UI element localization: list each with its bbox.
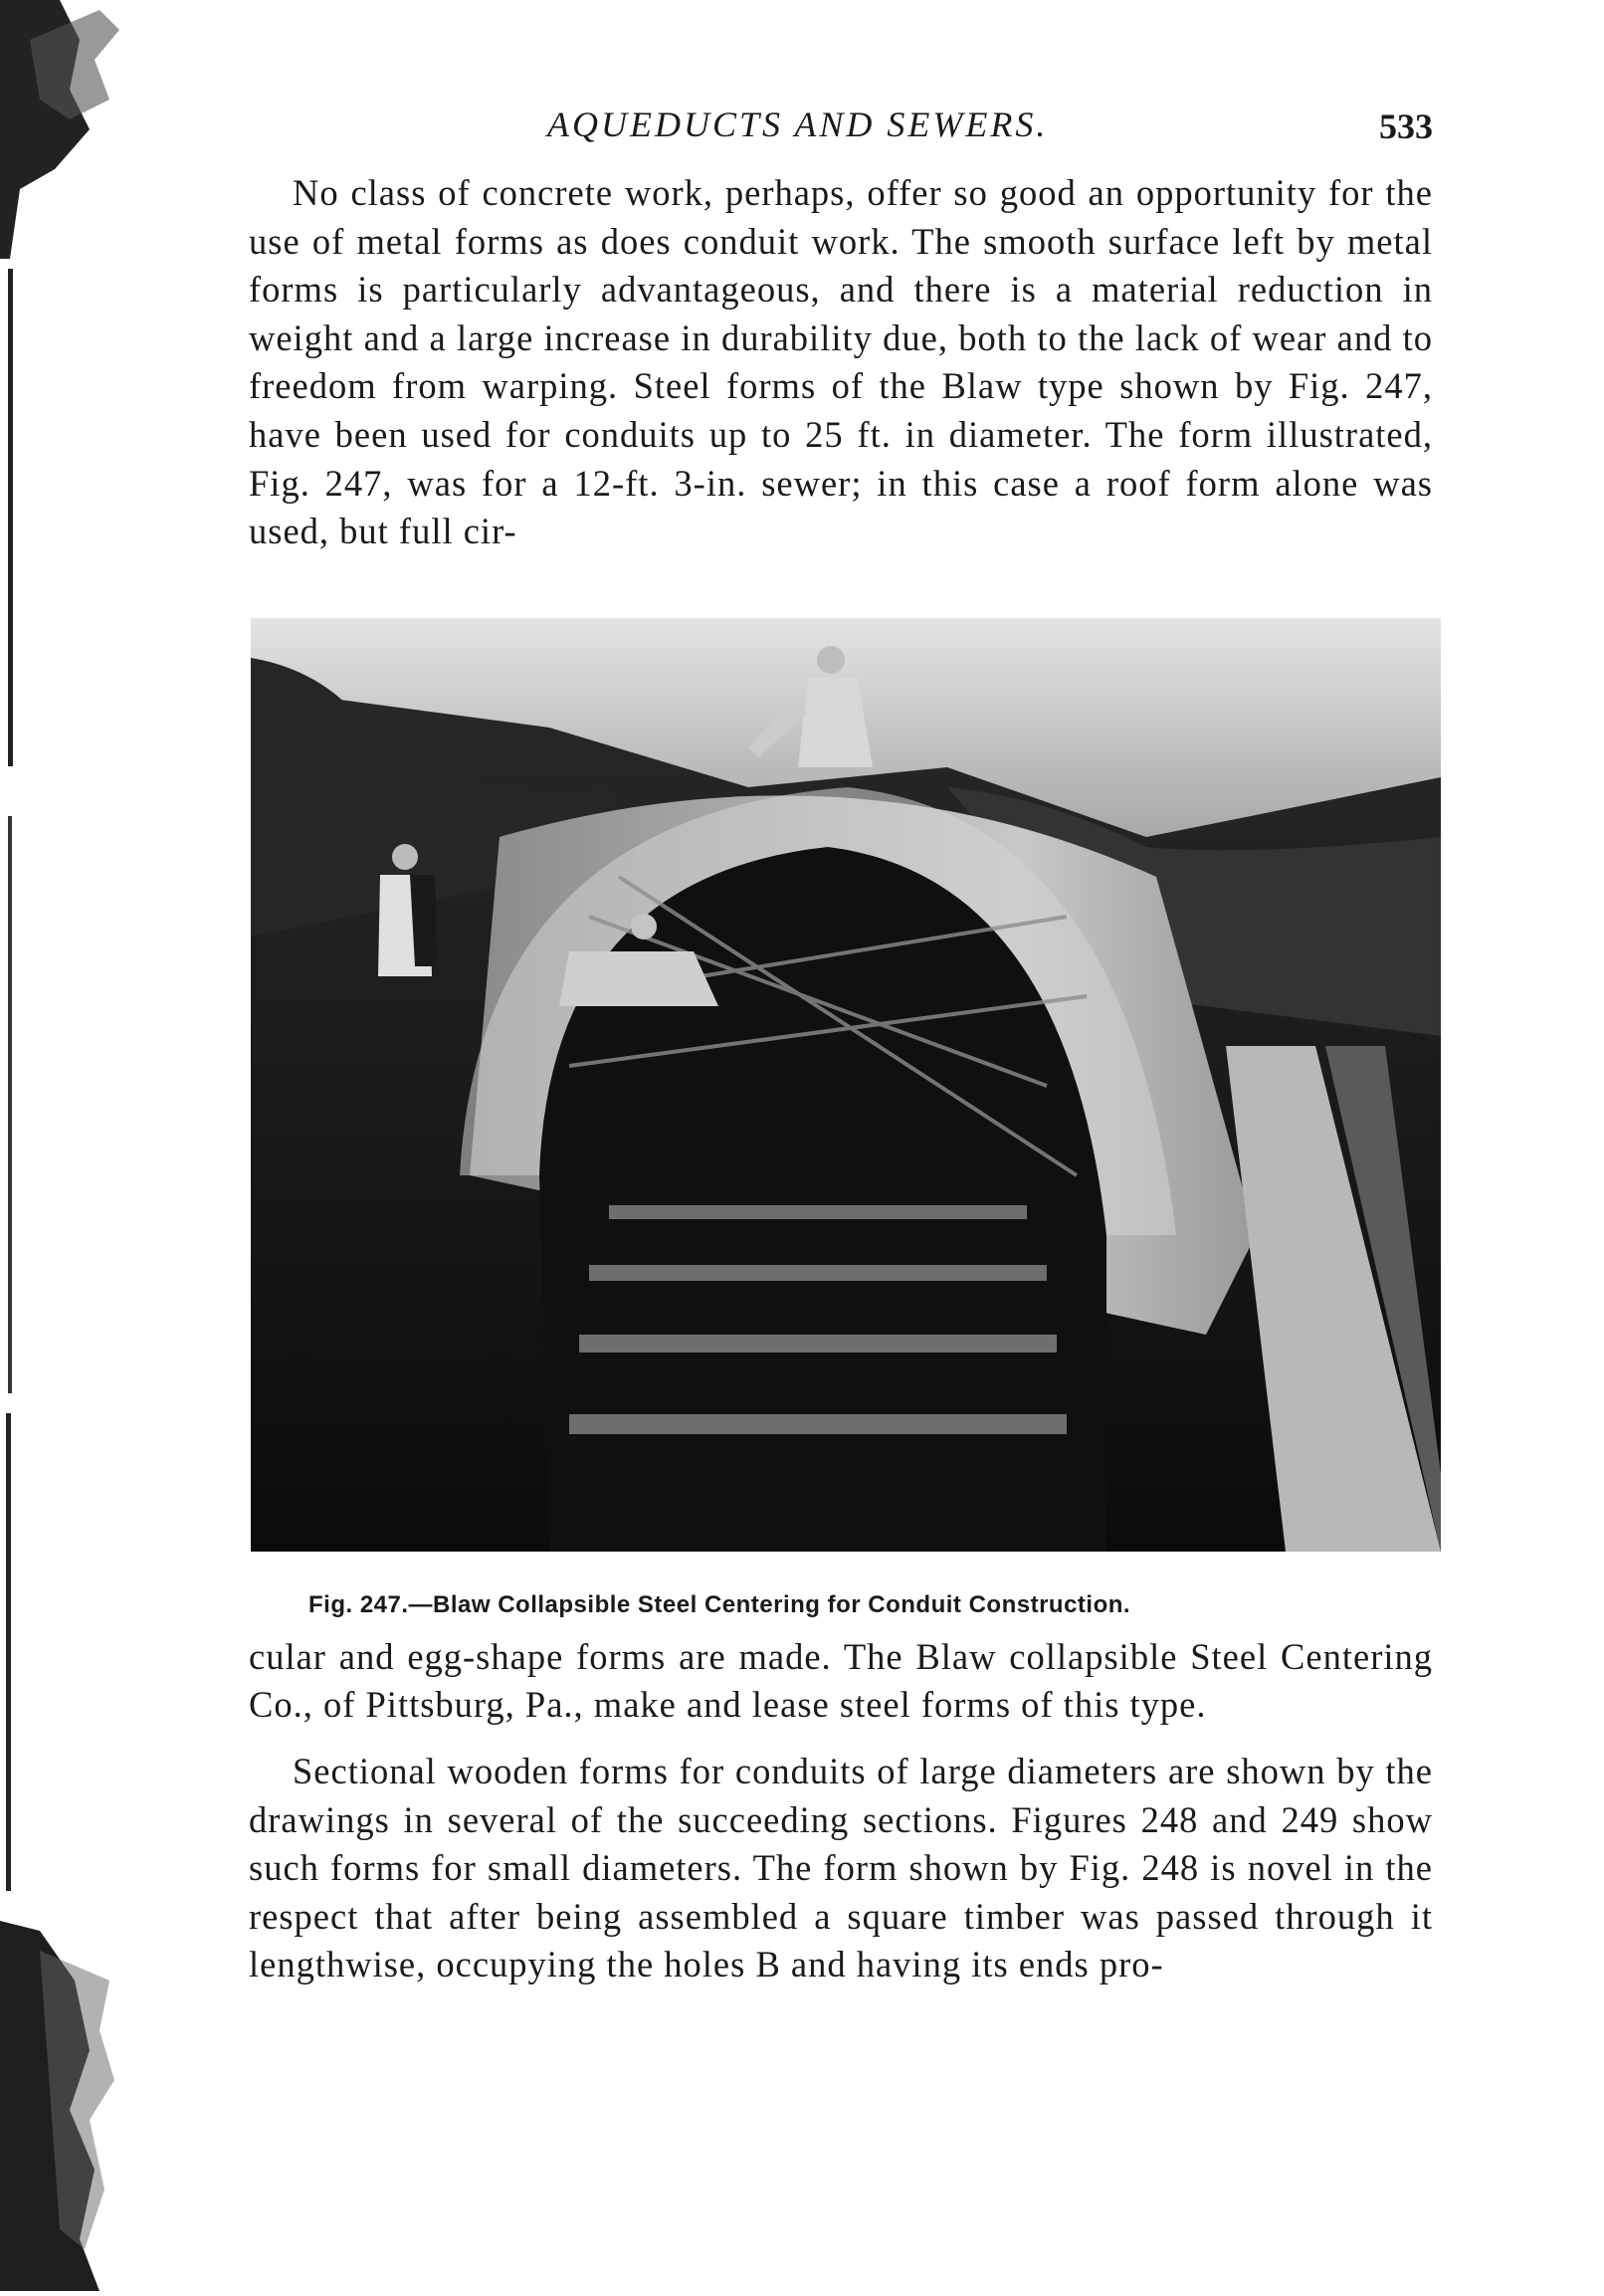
scan-edge-shadow	[0, 0, 119, 2291]
figure-photograph	[251, 618, 1441, 1552]
running-title: AQUEDUCTS AND SEWERS.	[547, 104, 1049, 144]
photograph-icon	[251, 618, 1441, 1552]
paragraph-1: No class of concrete work, perhaps, offer so good an opportunity for the use of metal forms as does conduit work. The smooth surface left by metal forms is particularly advantageous, and there is a material reduction in weight and a large increase in durability due, both to the lack of wear and to freedom from warping. Steel forms of the Blaw type shown by Fig. 247, have been used for conduits up to 25 ft. in diameter. The form illustrated, Fig. 247, was for a 12-ft. 3-in. sewer; in this case a roof form alone was used, but full cir-	[249, 172, 1433, 552]
page-number: 533	[1379, 106, 1433, 146]
paragraph-3: Sectional wooden forms for conduits of large diameters are shown by the drawings in several of the succeeding sections. Figures 248 and 249 show such forms for small diameters. The form shown by Fig. 248 is novel in the respect that after being assembled a square timber was passed through it lengthwise, occupying the holes B and having its ends pro-	[249, 1750, 1433, 1985]
running-head	[249, 100, 1433, 169]
book-page	[249, 100, 1433, 1989]
paragraph-2: cular and egg-shape forms are made. The Blaw collapsible Steel Centering Co., of Pittsburg, Pa., make and lease steel forms of this type.	[249, 1635, 1433, 1726]
figure-caption: Fig. 247.—Blaw Collapsible Steel Centering for Conduit Construction.	[308, 1590, 1131, 1618]
